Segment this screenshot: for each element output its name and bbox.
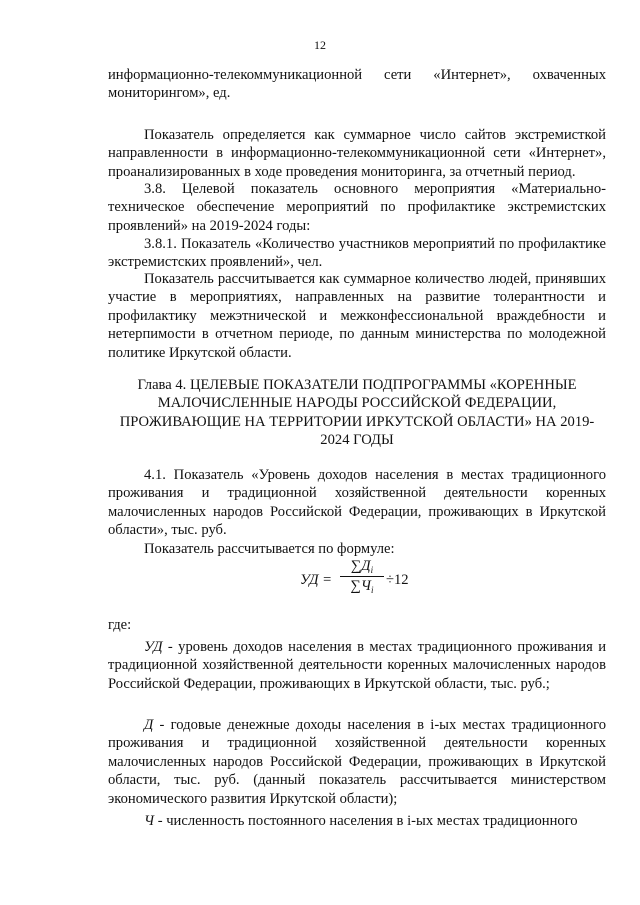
symbol-d: Д <box>144 717 154 733</box>
symbol-ud: УД <box>144 639 163 655</box>
definition-ch: Ч - численность постоянного населения в i-ых местах традиционного <box>144 813 578 829</box>
definition-d: Д - годовые денежные доходы населения в i-ых местах традиционного проживания и традиционной хозяйственной деятельности коренных малочисленных народов Российской Федерации, проживающих в Иркутской области, тыс. руб. (данный показатель рассчитывается министерством экономического развития Иркутской области); <box>108 717 606 807</box>
paragraph-continuation: информационно-телекоммуникационной сети «Интернет», охваченных мониторингом», ед. <box>108 67 606 102</box>
paragraph-calculation: Показатель рассчитывается как суммарное количество людей, принявших участие в мероприятиях, направленных на развитие толерантности и профилактику межэтнической и межконфессиональной враждебности и нетерпимости в отчетном периоде, по данным министерства по молодежной политике Иркутской области. <box>108 271 606 361</box>
formula-fraction <box>340 558 384 595</box>
paragraph-3-8: 3.8. Целевой показатель основного мероприятия «Материально-техническое обеспечение мероприятий по профилактике экстремистских проявлений» на 2019-2024 годы: <box>108 181 606 234</box>
formula-rhs: ÷12 <box>386 572 409 588</box>
paragraph-indicator-definition: Показатель определяется как суммарное число сайтов экстремисткой направленности в информационно-телекоммуникационной сети «Интернет», проанализированных в ходе проведения мониторинга, за отчетный период. <box>108 127 606 180</box>
formula <box>300 558 420 608</box>
symbol-ch: Ч <box>144 813 155 829</box>
formula-lhs: УД = <box>300 572 333 588</box>
paragraph-4-1: 4.1. Показатель «Уровень доходов населения в местах традиционного проживания и традиционной хозяйственной деятельности коренных малочисленных народов Российской Федерации, проживающих в Иркутской области», тыс. руб. <box>108 467 606 539</box>
chapter-heading: Глава 4. ЦЕЛЕВЫЕ ПОКАЗАТЕЛИ ПОДПРОГРАММЫ «КОРЕННЫЕ МАЛОЧИСЛЕННЫЕ НАРОДЫ РОССИЙСКОЙ ФЕДЕРАЦИИ, ПРОЖИВАЮЩИЕ НА ТЕРРИТОРИИ ИРКУТСКОЙ ОБЛАСТИ» НА 2019-2024 ГОДЫ <box>119 377 595 449</box>
paragraph-3-8-1: 3.8.1. Показатель «Количество участников мероприятий по профилактике экстремистских проявлений», чел. <box>108 236 606 271</box>
formula-numerator: $\sum Д_i$ <box>340 558 384 577</box>
where-label: где: <box>108 617 132 633</box>
paragraph-formula-intro: Показатель рассчитывается по формуле: <box>144 541 395 557</box>
definition-ud: УД - уровень доходов населения в местах традиционного проживания и традиционной хозяйственной деятельности коренных малочисленных народов Российской Федерации, проживающих в Иркутской области, тыс. руб.; <box>108 639 606 692</box>
formula-denominator: $\sum Ч_i$ <box>350 578 374 595</box>
page-number: 12 <box>314 38 326 52</box>
